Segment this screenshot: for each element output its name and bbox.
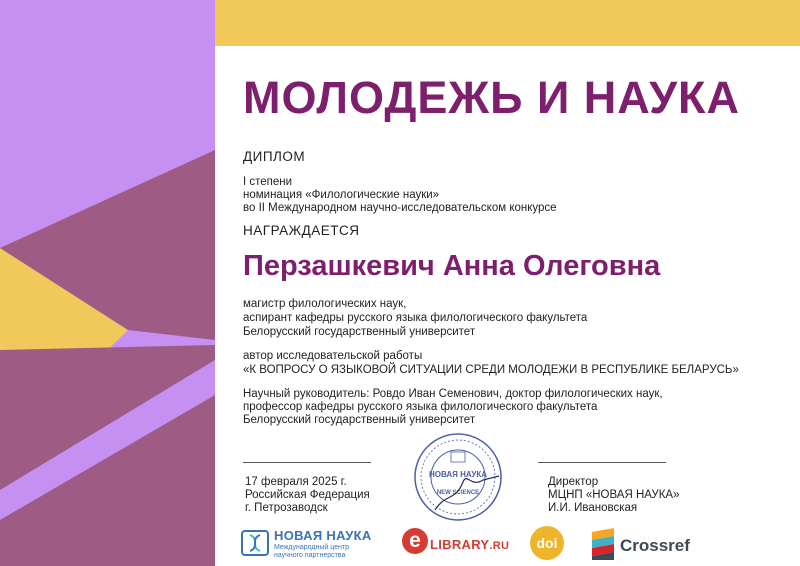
issue-date: 17 февраля 2025 г. <box>245 476 347 488</box>
recipient-degree: магистр филологических наук, <box>243 298 407 310</box>
decorative-panel <box>0 0 215 566</box>
diploma-heading: ДИПЛОМ <box>243 149 306 164</box>
signature-line-left <box>243 462 371 463</box>
director-name: И.И. Ивановская <box>548 502 638 514</box>
awarded-heading: НАГРАЖДАЕТСЯ <box>243 223 360 238</box>
crossref-text: Crossref <box>620 536 690 555</box>
doi-text: doi <box>536 535 558 551</box>
doi-logo <box>530 526 564 560</box>
svg-text:НОВАЯ НАУКА: НОВАЯ НАУКА <box>428 470 488 479</box>
contest-text: во II Международном научно-исследовательском конкурсе <box>243 202 557 214</box>
recipient-position: аспирант кафедры русского языка филологического факультета <box>243 312 588 324</box>
crossref-icon <box>592 528 618 560</box>
elibrary-e-letter: e <box>409 529 421 552</box>
official-seal <box>413 432 503 522</box>
recipient-university: Белорусский государственный университет <box>243 326 476 338</box>
supervisor-line3: Белорусский государственный университет <box>243 414 476 426</box>
supervisor-line2: профессор кафедры русского языка филологического факультета <box>243 401 598 413</box>
svg-text:NEW SCIENCE: NEW SCIENCE <box>436 490 480 496</box>
novaya-nauka-logo-subtitle: Международный центр научного партнерства <box>274 544 350 559</box>
issue-city: г. Петрозаводск <box>245 502 328 514</box>
nomination-text: номинация «Филологические науки» <box>243 189 440 201</box>
work-label: автор исследовательской работы <box>243 350 423 362</box>
crossref-logo <box>592 528 702 560</box>
dna-book-icon <box>240 528 270 558</box>
issue-country: Российская Федерация <box>245 489 370 501</box>
elibrary-logo <box>402 528 512 558</box>
page-title: МОЛОДЕЖЬ И НАУКА <box>243 72 741 123</box>
novaya-nauka-logo-title: НОВАЯ НАУКА <box>274 528 372 543</box>
degree-text: I степени <box>243 176 293 188</box>
work-title: «К ВОПРОСУ О ЯЗЫКОВОЙ СИТУАЦИИ СРЕДИ МОЛОДЕЖИ В РЕСПУБЛИКЕ БЕЛАРУСЬ» <box>243 364 739 376</box>
director-role: Директор <box>548 476 599 488</box>
top-accent-bar <box>215 0 800 46</box>
recipient-name: Перзашкевич Анна Олеговна <box>243 250 661 282</box>
novaya-nauka-logo <box>240 526 385 560</box>
elibrary-text: LIBRARY.RU <box>430 537 510 552</box>
signature-line-right <box>538 462 666 463</box>
director-org: МЦНП «НОВАЯ НАУКА» <box>548 489 680 501</box>
supervisor-line1: Научный руководитель: Ровдо Иван Семенович, доктор филологических наук, <box>243 388 663 400</box>
